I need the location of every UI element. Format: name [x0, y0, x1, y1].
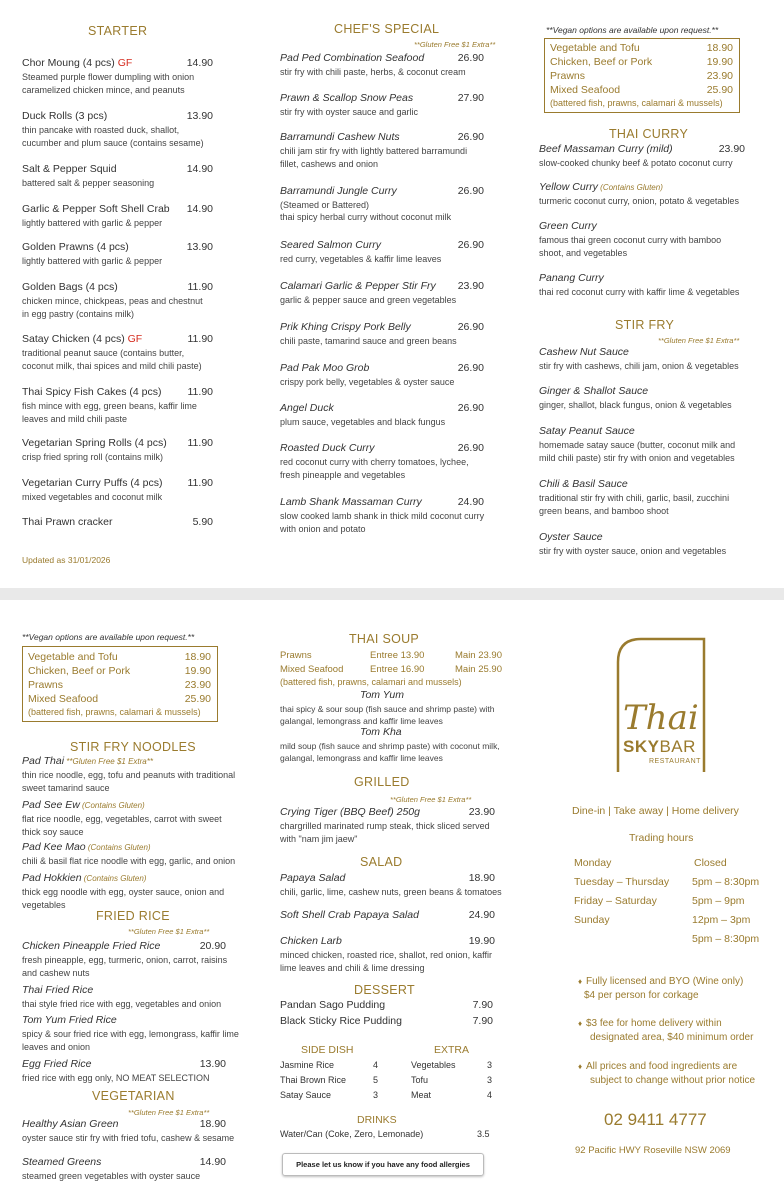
menu-item-name: Vegetarian Curry Puffs (4 pcs): [22, 477, 163, 489]
menu-item-desc: oyster sauce stir fry with fried tofu, cashew & sesame: [22, 1133, 235, 1143]
hours-time: 5pm – 8:30pm: [692, 876, 760, 888]
menu-item-desc: homemade satay sauce (butter, coconut milk and: [539, 440, 736, 450]
vegan-option-row: [550, 84, 739, 98]
extra-heading: EXTRA: [434, 1044, 470, 1056]
menu-item-desc: crisp fried spring roll (contains milk): [22, 452, 164, 462]
menu-item-price: 11.90: [187, 477, 213, 489]
menu-item-desc: chargrilled marinated rump steak, thick sliced served: [280, 821, 490, 831]
tom-kha-title: Tom Kha: [360, 726, 402, 738]
menu-item-price: 14.90: [186, 163, 213, 175]
gluten-free-tag: GF: [124, 333, 143, 345]
menu-item-name: Lamb Shank Massaman Curry: [280, 496, 422, 508]
vegan-option-price: 18.90: [706, 42, 733, 54]
item-tag: (Contains Gluten): [597, 183, 663, 192]
logo-script: Thai: [623, 698, 699, 738]
soup-row-entree: Entree 16.90: [370, 664, 425, 675]
menu-item-name: Satay Peanut Sauce: [539, 425, 635, 437]
menu-item-name: Angel Duck: [280, 402, 334, 414]
menu-item-desc: shoot, and vegetables: [539, 248, 628, 258]
menu-item-desc: thin rice noodle, egg, tofu and peanuts with traditional: [22, 770, 236, 780]
menu-item-name: Black Sticky Rice Pudding: [280, 1015, 402, 1027]
menu-item-name: Prawn & Scallop Snow Peas: [280, 92, 414, 104]
menu-item-name: Pad Pak Moo Grob: [280, 362, 370, 374]
soup-row-entree: Entree 13.90: [370, 650, 425, 661]
vegan-option-name: Chicken, Beef or Pork: [550, 56, 653, 68]
side-dish-price: 5: [373, 1075, 379, 1085]
vegan-option-price: 23.90: [706, 70, 733, 82]
note-text: $3 fee for home delivery within: [586, 1018, 722, 1029]
menu-item-desc: mild chili paste) stir fry with onion and vegetables: [539, 453, 735, 463]
menu-page-top: [0, 0, 784, 588]
menu-item-desc: spicy & sour fried rice with egg, lemongrass, kaffir lime: [22, 1029, 239, 1039]
menu-item-price: 14.90: [186, 203, 213, 215]
menu-item-desc: slow cooked lamb shank in thick mild coconut curry: [280, 511, 485, 521]
menu-item-price: 19.90: [468, 935, 495, 947]
menu-item-desc: thai style fried rice with egg, vegetables and onion: [22, 999, 222, 1009]
side-dish-name: Jasmine Rice: [280, 1060, 335, 1070]
menu-item-desc: chili jam stir fry with lightly battered barramundi: [280, 146, 468, 156]
menu-item-name: Duck Rolls (3 pcs): [22, 110, 108, 122]
vegetarian-gf-note: **Gluten Free $1 Extra**: [128, 1108, 210, 1117]
menu-item-price: 14.90: [199, 1156, 226, 1168]
menu-item-desc: ginger, shallot, black fungus, onion & vegetables: [539, 400, 732, 410]
menu-item-desc: flat rice noodle, egg, vegetables, carrot with sweet: [22, 814, 222, 824]
menu-item-desc: with "nam jim jaew": [280, 834, 358, 844]
phone-number: 02 9411 4777: [604, 1110, 707, 1129]
vegan-option-price: 25.90: [706, 84, 733, 96]
vegan-option-name: Vegetable and Tofu: [550, 42, 640, 54]
menu-item-name: Pad Ped Combination Seafood: [280, 52, 425, 64]
menu-item-desc: vegetables: [22, 900, 66, 910]
vegan-option-row: [550, 70, 739, 84]
vegetarian-heading: VEGETARIAN: [92, 1089, 175, 1103]
vegan-sub-bottom: (battered fish, prawns, calamari & mussels): [28, 707, 201, 717]
hours-time: Closed: [694, 857, 727, 869]
menu-item-name: Golden Prawns (4 pcs): [22, 241, 129, 253]
menu-item-price: 26.90: [457, 402, 484, 414]
menu-item-note: (Steamed or Battered): [280, 200, 370, 210]
hours-time: 5pm – 9pm: [692, 895, 745, 907]
menu-item-price: 7.90: [472, 1015, 493, 1027]
menu-item-desc: stir fry with cashews, chili jam, onion & vegetables: [539, 361, 739, 371]
menu-item-price: 11.90: [187, 386, 213, 398]
fried-rice-gf-note: **Gluten Free $1 Extra**: [128, 927, 210, 936]
drinks-price: 3.5: [477, 1129, 490, 1139]
menu-item-name: Green Curry: [539, 220, 597, 232]
item-tag: (Contains Gluten): [79, 801, 145, 810]
grilled-gf-note: **Gluten Free $1 Extra**: [390, 795, 472, 804]
stir-fry-gf-note: **Gluten Free $1 Extra**: [658, 336, 740, 345]
hours-day: Monday: [574, 857, 612, 869]
note-bullet-icon: ♦: [578, 977, 583, 986]
fried-rice-heading: FRIED RICE: [96, 909, 170, 923]
extra-price: 3: [487, 1075, 493, 1085]
menu-item-desc: lime leaves and chili & lime dressing: [280, 963, 425, 973]
menu-item-desc: traditional peanut sauce (contains butter,: [22, 348, 185, 358]
menu-item-desc: chili, garlic, lime, cashew nuts, green beans & tomatoes: [280, 887, 502, 897]
menu-item-name: Thai Fried Rice: [22, 984, 94, 996]
menu-item-desc: lightly battered with garlic & pepper: [22, 256, 163, 266]
menu-item-desc: coconut milk, thai spices and mild chili paste): [22, 361, 202, 371]
note-bullet-icon: ♦: [578, 1019, 583, 1028]
menu-item-price: 26.90: [457, 362, 484, 374]
menu-item-desc: green beans, and bamboo shoot: [539, 506, 669, 516]
menu-item-name: Healthy Asian Green: [22, 1118, 119, 1130]
menu-item-name: Pad See Ew (Contains Gluten): [22, 799, 145, 811]
updated-date: Updated as 31/01/2026: [22, 555, 111, 565]
menu-item-price: 24.90: [468, 909, 495, 921]
side-dish-name: Thai Brown Rice: [280, 1075, 347, 1085]
menu-item-name: Chili & Basil Sauce: [539, 478, 628, 490]
menu-item-desc: sweet tamarind sauce: [22, 783, 110, 793]
menu-item-name: Chor Moung (4 pcs) GF: [22, 57, 133, 69]
drinks-heading: DRINKS: [357, 1114, 397, 1126]
menu-item-price: 26.90: [457, 442, 484, 454]
vegan-option-name: Mixed Seafood: [28, 693, 99, 705]
menu-item-name: Vegetarian Spring Rolls (4 pcs): [22, 437, 167, 449]
menu-item-name: Papaya Salad: [280, 872, 346, 884]
menu-item-desc: caramelized chicken mince, and peanuts: [22, 85, 185, 95]
menu-item-price: 26.90: [457, 321, 484, 333]
side-dish-price: 4: [373, 1060, 379, 1070]
menu-page-bottom: [0, 600, 784, 1200]
address: 92 Pacific HWY Roseville NSW 2069: [575, 1145, 731, 1156]
menu-item-price: 24.90: [457, 496, 484, 508]
menu-item-desc: thai red coconut curry with kaffir lime & vegetables: [539, 287, 740, 297]
menu-item-desc: turmeric coconut curry, onion, potato & vegetables: [539, 196, 739, 206]
menu-item-price: 26.90: [457, 239, 484, 251]
menu-item-price: 27.90: [457, 92, 484, 104]
menu-item-name: Egg Fried Rice: [22, 1058, 92, 1070]
soup-row-name: Mixed Seafood: [280, 664, 344, 675]
allergy-text: Please let us know if you have any food allergies: [296, 1160, 470, 1169]
logo-bar: BAR: [659, 737, 696, 756]
thai-soup-heading: THAI SOUP: [349, 632, 420, 646]
tom-kha-desc: mild soup (fish sauce and shrimp paste) with coconut milk,: [280, 741, 500, 751]
vegan-option-row: [28, 665, 217, 679]
vegan-option-name: Vegetable and Tofu: [28, 651, 118, 663]
soup-row-main: Main 25.90: [455, 664, 503, 675]
menu-item-desc: Steamed purple flower dumpling with onion: [22, 72, 195, 82]
side-dish-heading: SIDE DISH: [301, 1044, 354, 1056]
menu-item-desc: fillet, cashews and onion: [280, 159, 379, 169]
menu-item-desc: stir fry with oyster sauce and garlic: [280, 107, 419, 117]
menu-item-name: Beef Massaman Curry (mild): [539, 143, 673, 155]
menu-item-name: Satay Chicken (4 pcs) GF: [22, 333, 143, 345]
drinks-item: Water/Can (Coke, Zero, Lemonade): [280, 1129, 424, 1139]
menu-item-price: 26.90: [457, 185, 484, 197]
vegan-option-price: 18.90: [184, 651, 211, 663]
extra-name: Tofu: [411, 1075, 429, 1085]
menu-item-price: 23.90: [457, 280, 484, 292]
menu-item-name: Yellow Curry (Contains Gluten): [539, 181, 663, 193]
menu-item-name: Garlic & Pepper Soft Shell Crab: [22, 203, 170, 215]
vegan-option-name: Prawns: [28, 679, 64, 691]
menu-item-desc: thick egg noodle with egg, oyster sauce, onion and: [22, 887, 225, 897]
menu-item-desc: stir fry with chili paste, herbs, & coconut cream: [280, 67, 466, 77]
menu-item-name: Pad Hokkien (Contains Gluten): [22, 872, 147, 884]
menu-item-desc: chili & basil flat rice noodle with egg, garlic, and onion: [22, 856, 236, 866]
menu-item-name: Ginger & Shallot Sauce: [539, 385, 649, 397]
hours-day: Friday – Saturday: [574, 895, 657, 907]
soup-row-name: Prawns: [280, 650, 312, 661]
vegan-option-name: Chicken, Beef or Pork: [28, 665, 131, 677]
note-text: Fully licensed and BYO (Wine only): [586, 976, 744, 987]
logo: [615, 636, 707, 774]
vegan-option-name: Mixed Seafood: [550, 84, 621, 96]
menu-item-price: 5.90: [192, 516, 213, 528]
menu-item-price: 18.90: [199, 1118, 226, 1130]
item-tag: (Contains Gluten): [85, 843, 151, 852]
menu-item-desc: traditional stir fry with chili, garlic, basil, zucchini: [539, 493, 730, 503]
menu-item-name: Soft Shell Crab Papaya Salad: [280, 909, 419, 921]
trading-hours-heading: Trading hours: [629, 832, 694, 844]
soup-sub: (battered fish, prawns, calamari and mussels): [280, 677, 462, 687]
menu-item-name: Pad Thai **Gluten Free $1 Extra**: [22, 755, 153, 767]
menu-item-name: Pandan Sago Pudding: [280, 999, 386, 1011]
soup-row-main: Main 23.90: [455, 650, 503, 661]
extra-price: 3: [487, 1060, 493, 1070]
tom-yum-desc: thai spicy & sour soup (fish sauce and shrimp paste) with: [280, 704, 495, 714]
menu-item-name: Oyster Sauce: [539, 531, 603, 543]
menu-item-desc: fresh pineapple and vegetables: [280, 470, 406, 480]
chefs-special-heading: CHEF'S SPECIAL: [334, 22, 440, 36]
menu-item-name: Salt & Pepper Squid: [22, 163, 117, 175]
vegan-note-bottom: **Vegan options are available upon request.**: [22, 632, 195, 642]
menu-item-desc: chicken mince, chickpeas, peas and chestnut: [22, 296, 203, 306]
menu-item-desc: steamed green vegetables with oyster sauce: [22, 1171, 201, 1181]
gluten-free-tag: GF: [114, 57, 133, 69]
services: Dine-in | Take away | Home delivery: [572, 805, 739, 817]
vegan-option-row: [28, 679, 217, 693]
menu-item-price: 20.90: [199, 940, 226, 952]
tom-kha-desc: galangal, lemongrass and kaffir lime leaves: [280, 753, 443, 763]
menu-item-desc: crispy pork belly, vegetables & oyster sauce: [280, 377, 455, 387]
menu-item-desc: cucumber and plum sauce (contains sesame): [22, 138, 204, 148]
menu-item-price: 14.90: [186, 57, 213, 69]
menu-item-name: Golden Bags (4 pcs): [22, 281, 118, 293]
menu-item-name: Chicken Larb: [280, 935, 342, 947]
menu-item-name: Tom Yum Fried Rice: [22, 1014, 117, 1026]
vegan-option-row: [550, 56, 739, 70]
menu-item-name: Barramundi Cashew Nuts: [280, 131, 400, 143]
menu-item-price: 18.90: [468, 872, 495, 884]
vegan-option-price: 19.90: [706, 56, 733, 68]
menu-item-name: Barramundi Jungle Curry: [280, 185, 397, 197]
menu-item-desc: garlic & pepper sauce and green vegetables: [280, 295, 457, 305]
vegan-option-price: 25.90: [184, 693, 211, 705]
vegan-option-price: 23.90: [184, 679, 211, 691]
menu-item-name: Calamari Garlic & Pepper Stir Fry: [280, 280, 436, 292]
tom-yum-title: Tom Yum: [360, 689, 404, 701]
menu-item-desc: stir fry with oyster sauce, onion and vegetables: [539, 546, 727, 556]
vegan-option-row: [28, 651, 217, 665]
note-text: subject to change without prior notice: [590, 1075, 756, 1086]
stir-fry-noodles-heading: STIR FRY NOODLES: [70, 740, 196, 754]
hours-day: Sunday: [574, 914, 610, 926]
menu-item-desc: in egg pastry (contains milk): [22, 309, 135, 319]
menu-item-price: 7.90: [472, 999, 493, 1011]
extra-name: Meat: [411, 1090, 432, 1100]
vegan-box-top: [544, 38, 740, 113]
allergy-notice: [282, 1153, 484, 1176]
vegan-option-price: 19.90: [184, 665, 211, 677]
menu-item-desc: thin pancake with roasted duck, shallot,: [22, 125, 180, 135]
menu-item-desc: slow-cooked chunky beef & potato coconut curry: [539, 158, 733, 168]
dessert-heading: DESSERT: [354, 983, 415, 997]
menu-item-desc: minced chicken, roasted rice, shallot, red onion, kaffir: [280, 950, 492, 960]
menu-item-desc: red coconut curry with cherry tomatoes, lychee,: [280, 457, 469, 467]
hours-time: 5pm – 8:30pm: [692, 933, 760, 945]
vegan-option-row: [28, 693, 217, 707]
menu-item-price: 13.90: [186, 110, 213, 122]
menu-item-name: Pad Kee Mao (Contains Gluten): [22, 841, 151, 853]
note-bullet-icon: ♦: [578, 1062, 583, 1071]
menu-item-desc: red curry, vegetables & kaffir lime leaves: [280, 254, 442, 264]
menu-item-desc: and cashew nuts: [22, 968, 90, 978]
stir-fry-heading: STIR FRY: [615, 318, 675, 332]
menu-item-name: Thai Spicy Fish Cakes (4 pcs): [22, 386, 162, 398]
menu-item-price: 23.90: [718, 143, 745, 155]
menu-item-name: Roasted Duck Curry: [280, 442, 375, 454]
extra-price: 4: [487, 1090, 493, 1100]
vegan-sub-top: (battered fish, prawns, calamari & mussels): [550, 98, 723, 108]
menu-item-price: 11.90: [187, 437, 213, 449]
menu-item-desc: plum sauce, vegetables and black fungus: [280, 417, 446, 427]
menu-item-price: 26.90: [457, 131, 484, 143]
menu-item-price: 23.90: [468, 806, 495, 818]
menu-item-name: Crying Tiger (BBQ Beef) 250g: [280, 806, 420, 818]
tom-yum-desc: galangal, lemongrass and kaffir lime leaves: [280, 716, 443, 726]
menu-item-name: Thai Prawn cracker: [22, 516, 113, 528]
grilled-heading: GRILLED: [354, 775, 410, 789]
menu-item-desc: thick soy sauce: [22, 827, 84, 837]
menu-item-desc: with onion and potato: [280, 524, 366, 534]
note-text: $4 per person for corkage: [584, 990, 699, 1001]
item-tag: **Gluten Free $1 Extra**: [64, 757, 153, 766]
logo-sky: SKY: [623, 737, 660, 756]
menu-item-desc: battered salt & pepper seasoning: [22, 178, 155, 188]
extra-name: Vegetables: [411, 1060, 456, 1070]
starter-heading: STARTER: [88, 24, 148, 38]
menu-item-name: Seared Salmon Curry: [280, 239, 381, 251]
salad-heading: SALAD: [360, 855, 403, 869]
menu-item-price: 13.90: [186, 241, 213, 253]
menu-item-price: 26.90: [457, 52, 484, 64]
menu-item-desc: leaves and onion: [22, 1042, 91, 1052]
menu-item-name: Steamed Greens: [22, 1156, 102, 1168]
side-dish-price: 3: [373, 1090, 379, 1100]
logo-sub: RESTAURANT: [649, 758, 701, 765]
logo-skybar: [623, 737, 696, 757]
vegan-box-bottom: [22, 646, 218, 722]
vegan-note-top: **Vegan options are available upon request.**: [546, 25, 719, 35]
side-dish-name: Satay Sauce: [280, 1090, 332, 1100]
menu-item-desc: fried rice with egg only, NO MEAT SELECTION: [22, 1073, 210, 1083]
hours-time: 12pm – 3pm: [692, 914, 751, 926]
thai-curry-heading: THAI CURRY: [609, 127, 689, 141]
item-tag: (Contains Gluten): [81, 874, 147, 883]
menu-item-price: 13.90: [199, 1058, 226, 1070]
chefs-gf-note: **Gluten Free $1 Extra**: [414, 40, 496, 49]
vegan-option-name: Prawns: [550, 70, 586, 82]
menu-item-desc: fish mince with egg, green beans, kaffir lime: [22, 401, 197, 411]
menu-item-name: Prik Khing Crispy Pork Belly: [280, 321, 411, 333]
menu-item-desc: chili paste, tamarind sauce and green beans: [280, 336, 457, 346]
vegan-option-row: [550, 42, 739, 56]
hours-day: Tuesday – Thursday: [574, 876, 670, 888]
menu-item-price: 11.90: [187, 333, 213, 345]
menu-item-desc: mixed vegetables and coconut milk: [22, 492, 163, 502]
menu-item-desc: leaves and mild chili paste: [22, 414, 128, 424]
menu-item-desc: thai spicy herbal curry without coconut milk: [280, 212, 452, 222]
menu-item-desc: famous thai green coconut curry with bamboo: [539, 235, 722, 245]
menu-item-name: Panang Curry: [539, 272, 604, 284]
menu-item-name: Chicken Pineapple Fried Rice: [22, 940, 161, 952]
menu-item-name: Cashew Nut Sauce: [539, 346, 629, 358]
menu-item-price: 11.90: [187, 281, 213, 293]
note-text: designated area, $40 minimum order: [590, 1032, 754, 1043]
menu-item-desc: lightly battered with garlic & pepper: [22, 218, 163, 228]
note-text: All prices and food ingredients are: [586, 1061, 738, 1072]
menu-item-desc: fresh pineapple, egg, turmeric, onion, carrot, raisins: [22, 955, 228, 965]
